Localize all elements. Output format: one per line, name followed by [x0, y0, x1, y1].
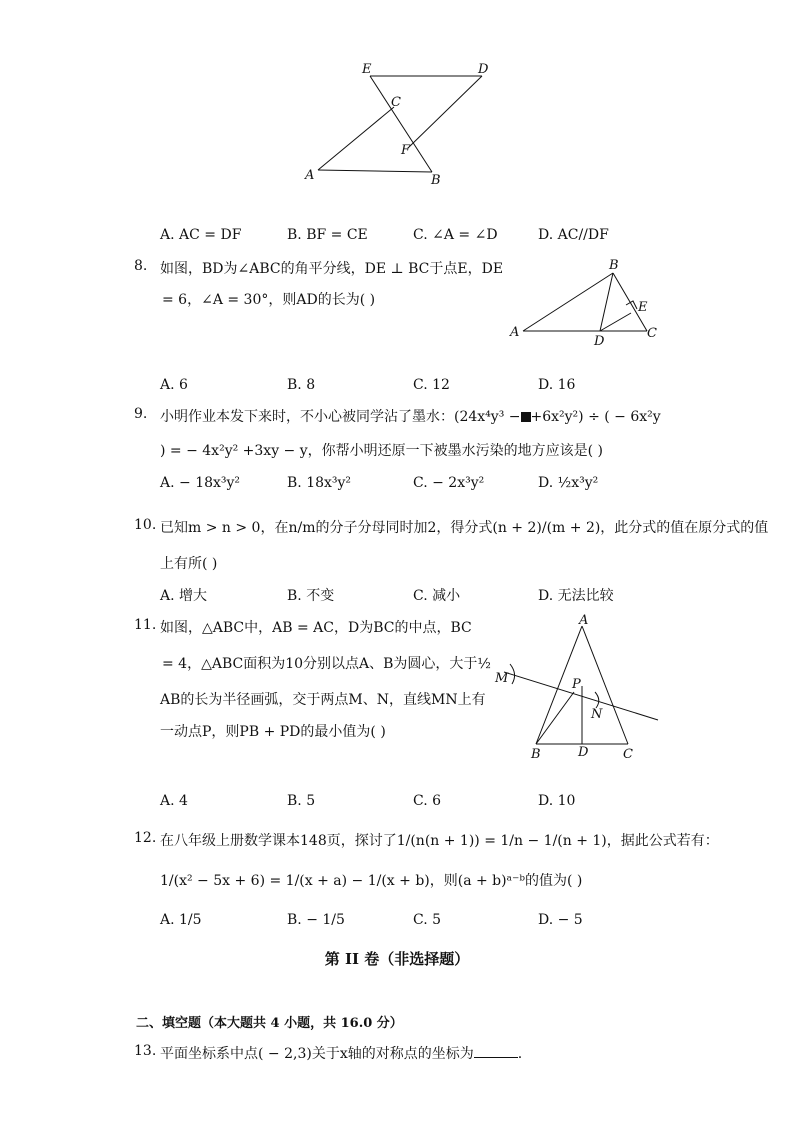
- label-F: F: [401, 143, 411, 158]
- q11-number: 11.: [134, 617, 157, 633]
- q7-option-a[interactable]: A. AC = DF: [160, 227, 242, 243]
- q9-line1-b: +6x²y²) ÷ ( − 6x²y: [530, 409, 661, 425]
- q12-text-line2: 1/(x² − 5x + 6) = 1/(x + a) − 1/(x + b)，则(a + b)ᵃ⁻ᵇ的值为( ): [160, 873, 583, 889]
- q10-option-a[interactable]: A. 增大: [160, 588, 208, 604]
- q8-option-d[interactable]: D. 16: [538, 377, 576, 393]
- q10-option-b[interactable]: B. 不变: [287, 588, 335, 604]
- q12-option-d[interactable]: D. − 5: [538, 912, 583, 928]
- q11-option-a[interactable]: A. 4: [160, 793, 188, 809]
- label-M: M: [495, 671, 509, 686]
- q11-text-line3: AB的长为半径画弧，交于两点M、N，直线MN上有: [160, 692, 486, 708]
- label-N: N: [591, 707, 603, 722]
- q7-option-c[interactable]: C. ∠A = ∠D: [413, 227, 498, 243]
- q11-option-d[interactable]: D. 10: [538, 793, 576, 809]
- label-D: D: [594, 334, 605, 349]
- q10-text-line2: 上有所( ): [160, 556, 218, 572]
- q11-option-c[interactable]: C. 6: [413, 793, 442, 809]
- label-E: E: [362, 62, 372, 77]
- q8-number: 8.: [134, 258, 148, 274]
- part2-title: 第 II 卷（非选择题）: [324, 950, 470, 968]
- q10-option-c[interactable]: C. 减小: [413, 588, 461, 604]
- q9-line1-a: 小明作业本发下来时，不小心被同学沾了墨水：(24x⁴y³ −: [160, 409, 521, 425]
- q7-option-b[interactable]: B. BF = CE: [287, 227, 368, 243]
- label-A: A: [305, 168, 315, 183]
- label-P: P: [572, 677, 581, 692]
- label-B: B: [609, 258, 619, 273]
- q8-option-c[interactable]: C. 12: [413, 377, 450, 393]
- q9-text-line1: [160, 406, 661, 426]
- q8-figure: [505, 255, 665, 350]
- section2-heading: 二、填空题（本大题共 4 小题，共 16.0 分）: [136, 1016, 403, 1031]
- q10-number: 10.: [134, 517, 157, 533]
- ink-blot-icon: [521, 412, 531, 422]
- label-B: B: [531, 747, 541, 762]
- label-B: B: [431, 173, 441, 188]
- q13-number: 13.: [134, 1043, 157, 1059]
- q13-text-after: .: [517, 1046, 523, 1062]
- label-A: A: [579, 613, 589, 628]
- q9-text-line2: ) = − 4x²y² +3xy − y，你帮小明还原一下被墨水污染的地方应该是( ): [160, 443, 604, 459]
- q12-number: 12.: [134, 830, 157, 846]
- q11-text-line2: = 4，△ABC面积为10分别以点A、B为圆心，大于½: [162, 656, 492, 672]
- q11-text-line4: 一动点P，则PB + PD的最小值为( ): [160, 724, 386, 740]
- label-D: D: [478, 62, 489, 77]
- q12-text-line1: 在八年级上册数学课本148页，探讨了1/(n(n + 1)) = 1/n − 1/(n + 1)，据此公式若有：: [160, 833, 719, 849]
- q11-option-b[interactable]: B. 5: [287, 793, 316, 809]
- q10-option-d[interactable]: D. 无法比较: [538, 588, 614, 604]
- q9-option-d[interactable]: D. ½x³y²: [538, 475, 599, 491]
- q12-option-c[interactable]: C. 5: [413, 912, 442, 928]
- q8-option-b[interactable]: B. 8: [287, 377, 316, 393]
- q13-text: [160, 1043, 522, 1063]
- q11-text-line1: 如图，△ABC中，AB = AC，D为BC的中点，BC: [160, 620, 472, 636]
- label-C: C: [623, 747, 633, 762]
- label-E: E: [638, 300, 648, 315]
- q9-option-c[interactable]: C. − 2x³y²: [413, 475, 485, 491]
- label-A: A: [510, 325, 520, 340]
- q8-text-line1: 如图，BD为∠ABC的角平分线，DE ⊥ BC于点E，DE: [160, 261, 504, 277]
- q9-number: 9.: [134, 406, 148, 422]
- q7-option-d[interactable]: D. AC//DF: [538, 227, 609, 243]
- q8-option-a[interactable]: A. 6: [160, 377, 188, 393]
- q9-option-b[interactable]: B. 18x³y²: [287, 475, 352, 491]
- label-C: C: [647, 326, 657, 341]
- q7-figure: [300, 58, 500, 190]
- q13-answer-blank[interactable]: [474, 1045, 518, 1058]
- q11-figure: [492, 612, 667, 764]
- q12-option-b[interactable]: B. − 1/5: [287, 912, 345, 928]
- label-C: C: [391, 95, 401, 110]
- q13-text-before: 平面坐标系中点( − 2,3)关于x轴的对称点的坐标为: [160, 1046, 474, 1062]
- q9-option-a[interactable]: A. − 18x³y²: [160, 475, 241, 491]
- q10-text-line1: 已知m > n > 0，在n/m的分子分母同时加2，得分式(n + 2)/(m + 2)，此分式的值在原分式的值: [160, 520, 769, 536]
- label-D: D: [578, 745, 589, 760]
- q8-text-line2: = 6，∠A = 30°，则AD的长为( ): [162, 292, 376, 308]
- q12-option-a[interactable]: A. 1/5: [160, 912, 202, 928]
